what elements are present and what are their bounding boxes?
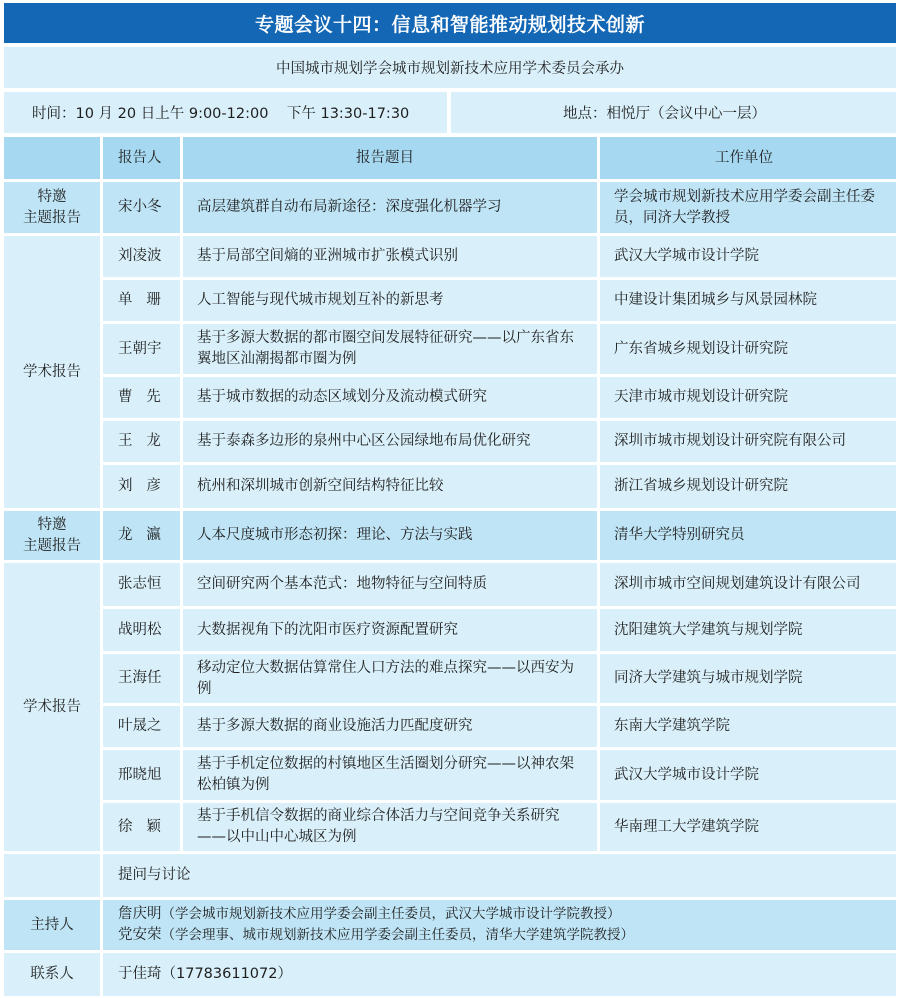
report-topic: 移动定位大数据估算常住人口方法的难点探究——以西安为例 [183, 654, 597, 703]
host-label: 主持人 [4, 900, 100, 950]
speaker-name: 王海任 [103, 654, 180, 703]
report-topic: 人工智能与现代城市规划互补的新思考 [183, 280, 597, 321]
session-time: 时间：10 月 20 日上午 9:00-12:00 下午 13:30-17:30 [4, 92, 447, 133]
session-location: 地点：相悦厅（会议中心一层） [451, 92, 896, 133]
report-topic: 基于手机信令数据的商业综合体活力与空间竞争关系研究——以中山中心城区为例 [183, 803, 597, 851]
host-title: （学会城市规划新技术应用学委会副主任委员，武汉大学城市设计学院教授） [161, 906, 621, 922]
speaker-organization: 广东省城乡规划设计研究院 [600, 324, 896, 374]
speaker-name: 叶晟之 [103, 706, 180, 747]
speaker-name: 宋小冬 [103, 182, 180, 233]
header-organization: 工作单位 [600, 137, 896, 179]
report-topic: 大数据视角下的沈阳市医疗资源配置研究 [183, 609, 597, 651]
speaker-name: 曹 先 [103, 377, 180, 418]
host-title: （学会理事、城市规划新技术应用学委会副主任委员，清华大学建筑学院教授） [161, 927, 634, 943]
speaker-name: 邢晓旭 [103, 750, 180, 800]
page-title: 专题会议十四：信息和智能推动规划技术创新 [4, 3, 896, 43]
report-topic: 基于多源大数据的商业设施活力匹配度研究 [183, 706, 597, 747]
speaker-organization: 深圳市城市规划设计研究院有限公司 [600, 421, 896, 462]
speaker-organization: 武汉大学城市设计学院 [600, 750, 896, 800]
qa-category-cell [4, 854, 100, 897]
speaker-organization: 同济大学建筑与城市规划学院 [600, 654, 896, 703]
speaker-organization: 华南理工大学建筑学院 [600, 803, 896, 851]
report-topic: 人本尺度城市形态初探：理论、方法与实践 [183, 511, 597, 560]
speaker-organization: 学会城市规划新技术应用学委会副主任委员，同济大学教授 [600, 182, 896, 233]
category-academic: 学术报告 [4, 563, 100, 851]
category-keynote: 特邀 主题报告 [4, 182, 100, 233]
speaker-name: 王 龙 [103, 421, 180, 462]
header-speaker: 报告人 [103, 137, 180, 179]
host-entry [118, 925, 634, 946]
category-keynote: 特邀 主题报告 [4, 511, 100, 560]
host-name: 詹庆明 [118, 906, 162, 922]
report-topic: 高层建筑群自动布局新途径：深度强化机器学习 [183, 182, 597, 233]
host-list [103, 900, 896, 950]
speaker-organization: 武汉大学城市设计学院 [600, 236, 896, 277]
speaker-organization: 清华大学特别研究员 [600, 511, 896, 560]
speaker-name: 张志恒 [103, 563, 180, 606]
header-topic: 报告题目 [183, 137, 597, 179]
report-topic: 空间研究两个基本范式：地物特征与空间特质 [183, 563, 597, 606]
report-topic: 基于手机定位数据的村镇地区生活圈划分研究——以神农架松柏镇为例 [183, 750, 597, 800]
speaker-organization: 天津市城市规划设计研究院 [600, 377, 896, 418]
speaker-name: 徐 颖 [103, 803, 180, 851]
contact-label: 联系人 [4, 953, 100, 996]
qa-session: 提问与讨论 [103, 854, 896, 897]
category-academic: 学术报告 [4, 236, 100, 508]
report-topic: 基于多源大数据的都市圈空间发展特征研究——以广东省东翼地区汕潮揭都市圈为例 [183, 324, 597, 374]
speaker-organization: 中建设计集团城乡与风景园林院 [600, 280, 896, 321]
header-category-cell [4, 137, 100, 179]
host-entry [118, 904, 621, 925]
report-topic: 基于局部空间熵的亚洲城市扩张模式识别 [183, 236, 597, 277]
speaker-name: 战明松 [103, 609, 180, 651]
speaker-name: 刘凌波 [103, 236, 180, 277]
contact-value: 于佳琦（17783611072） [103, 953, 896, 996]
speaker-organization: 东南大学建筑学院 [600, 706, 896, 747]
speaker-organization: 沈阳建筑大学建筑与规划学院 [600, 609, 896, 651]
speaker-organization: 深圳市城市空间规划建筑设计有限公司 [600, 563, 896, 606]
report-topic: 杭州和深圳城市创新空间结构特征比较 [183, 465, 597, 508]
speaker-name: 单 珊 [103, 280, 180, 321]
host-name: 党安荣 [118, 927, 162, 943]
organizer-line: 中国城市规划学会城市规划新技术应用学术委员会承办 [4, 47, 896, 88]
speaker-organization: 浙江省城乡规划设计研究院 [600, 465, 896, 508]
report-topic: 基于泰森多边形的泉州中心区公园绿地布局优化研究 [183, 421, 597, 462]
speaker-name: 刘 彦 [103, 465, 180, 508]
speaker-name: 龙 瀛 [103, 511, 180, 560]
report-topic: 基于城市数据的动态区域划分及流动模式研究 [183, 377, 597, 418]
speaker-name: 王朝宇 [103, 324, 180, 374]
